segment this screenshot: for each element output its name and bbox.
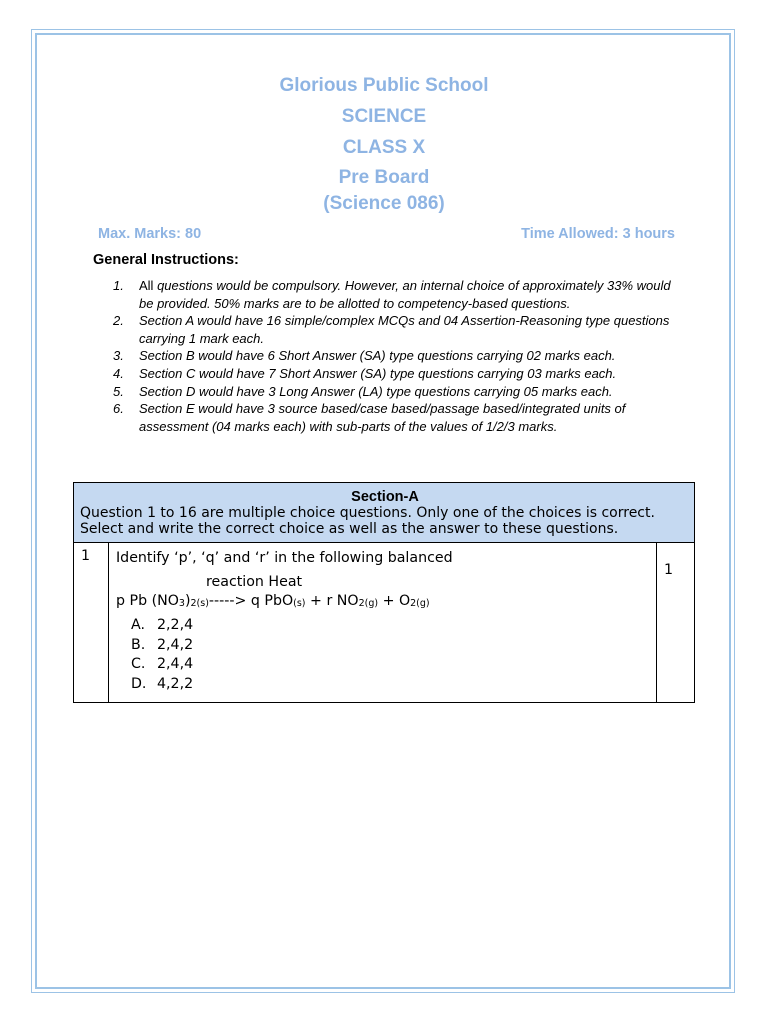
option-c <box>131 655 656 675</box>
class-title: CLASS X <box>342 137 426 158</box>
instruction-number: 6. <box>113 401 124 417</box>
option-text: 2,4,4 <box>157 656 194 673</box>
instruction-text: Section A would have 16 simple/complex MCQs and 04 Assertion-Reasoning type questions carrying 1 mark each. <box>139 313 670 346</box>
answer-options <box>131 616 656 694</box>
equation-part: p Pb (NO <box>116 593 179 609</box>
instruction-text: Section C would have 7 Short Answer (SA) type questions carrying 03 marks each. <box>139 365 617 381</box>
equation-subscript: 3 <box>178 598 185 609</box>
instruction-item <box>113 365 678 383</box>
instruction-lead: All <box>139 278 154 293</box>
option-letter: B. <box>131 636 146 653</box>
option-text: 4,2,2 <box>157 675 194 692</box>
option-letter: A. <box>131 617 145 633</box>
option-b <box>131 636 656 656</box>
question-body <box>109 543 657 703</box>
option-a <box>131 616 656 636</box>
section-header <box>74 483 695 543</box>
equation-subscript: 2(s) <box>190 598 209 609</box>
option-letter: D. <box>131 675 147 692</box>
instruction-text: Section B would have 6 Short Answer (SA) type questions carrying 02 marks each. <box>139 348 616 364</box>
instructions-list <box>113 277 678 435</box>
subject-code: (Science 086) <box>323 193 445 214</box>
equation-part: -----> q PbO <box>208 593 294 609</box>
section-title: Section-A <box>351 489 419 505</box>
option-text: 2,4,2 <box>157 636 194 653</box>
section-description: Question 1 to 16 are multiple choice questions. Only one of the choices is correct. Select and write the correct choice as well as the answer to these questions. <box>80 505 655 537</box>
instruction-number: 2. <box>113 313 124 329</box>
instruction-body: questions would be compulsory. However, an internal choice of approximately 33% would be provided. 50% marks are to be allotted to competency-based questions. <box>139 278 671 311</box>
instruction-item <box>113 312 678 347</box>
equation-part: + O <box>378 593 411 609</box>
instruction-item <box>113 277 678 312</box>
question-prompt: Identify ‘p’, ‘q’ and ‘r’ in the following balanced <box>116 550 453 566</box>
reaction-label: reaction Heat <box>206 574 303 590</box>
equation-subscript: 2(g) <box>358 598 379 609</box>
instruction-number: 5. <box>113 383 124 399</box>
chemical-equation <box>116 592 656 610</box>
question-table <box>73 482 695 703</box>
school-name: Glorious Public School <box>279 75 489 96</box>
question-marks: 1 <box>657 543 695 703</box>
subject-title: SCIENCE <box>341 106 427 127</box>
max-marks: Max. Marks: 80 <box>98 226 202 242</box>
option-text: 2,2,4 <box>157 617 194 633</box>
instruction-text: Section E would have 3 source based/case based/passage based/integrated units of assessment (04 marks each) with sub-parts of the values of 1/2/3 marks. <box>139 401 626 434</box>
instruction-text: Section D would have 3 Long Answer (LA) type questions carrying 05 marks each. <box>139 383 613 399</box>
question-number: 1 <box>74 543 109 703</box>
option-d <box>131 675 656 695</box>
general-instructions-title: General Instructions: <box>93 252 239 268</box>
exam-title: Pre Board <box>338 167 430 188</box>
instruction-item <box>113 347 678 365</box>
instruction-text <box>139 277 678 312</box>
option-letter: C. <box>131 656 146 673</box>
equation-subscript: 2(g) <box>410 598 430 609</box>
equation-part: ) <box>184 593 191 609</box>
instruction-number: 3. <box>113 348 124 364</box>
instruction-number: 1. <box>113 278 124 293</box>
marks-row <box>98 226 675 242</box>
instruction-number: 4. <box>113 365 124 381</box>
instruction-item <box>113 400 678 435</box>
time-allowed: Time Allowed: 3 hours <box>521 226 675 242</box>
question-row <box>74 543 695 703</box>
equation-part: + r NO <box>305 593 359 609</box>
instruction-item <box>113 383 678 401</box>
equation-subscript: (s) <box>293 598 306 609</box>
